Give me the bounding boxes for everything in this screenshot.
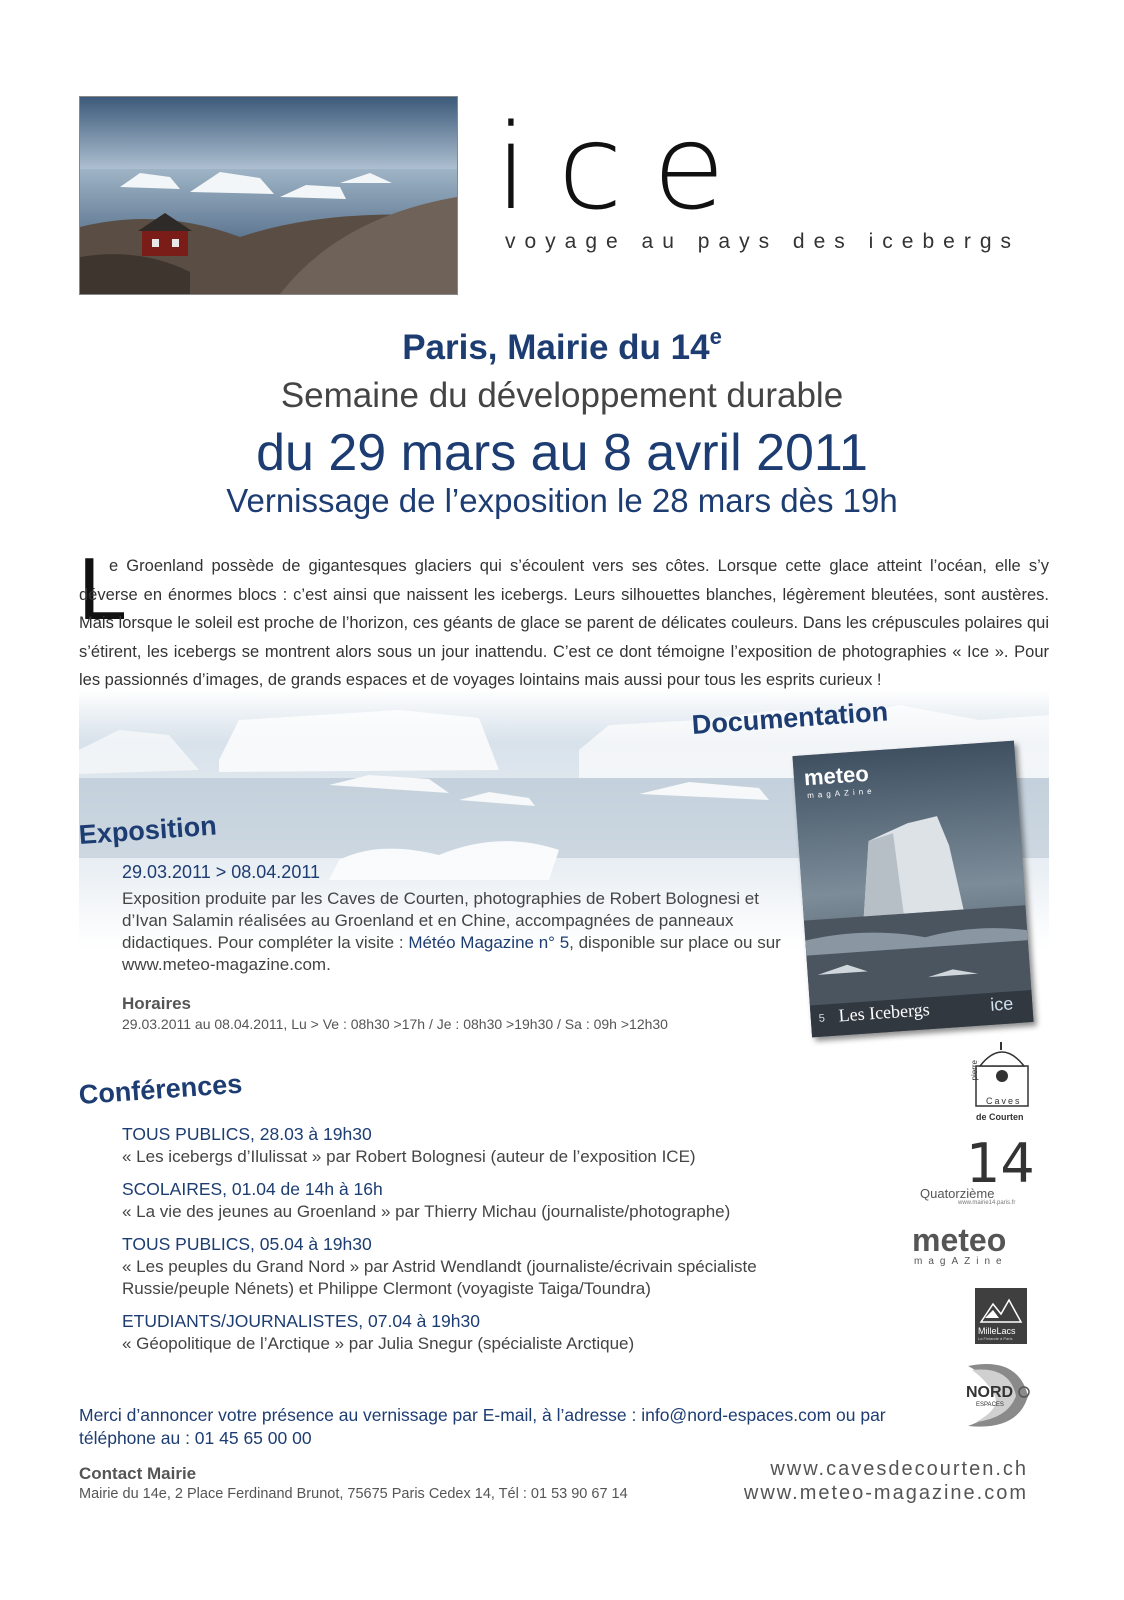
- documentation-heading: Documentation: [690, 696, 889, 741]
- rsvp-text: Merci d’annoncer votre présence au vernissage par E-mail, à l’adresse : info@nord-espaces.com ou par téléphone au : 01 45 65 00 00: [79, 1405, 886, 1448]
- conference-title: TOUS PUBLICS, 28.03 à 19h30: [122, 1124, 372, 1144]
- nord-sub: ESPACES: [976, 1402, 1004, 1408]
- quatorze-label: Quatorzième: [920, 1186, 995, 1201]
- meteo-logo-sub: magAZine: [914, 1256, 1008, 1267]
- cover-number: 5: [818, 1012, 826, 1025]
- cover-title: Les Icebergs: [837, 999, 931, 1026]
- millelacs-sub: La Finlande à Paris: [978, 1336, 1013, 1341]
- contact-address: Mairie du 14e, 2 Place Ferdinand Brunot, 75675 Paris Cedex 14, Tél : 01 53 90 67 14: [79, 1486, 628, 1502]
- hours-text: 29.03.2011 au 08.04.2011, Lu > Ve : 08h30 >17h / Je : 08h30 >19h30 / Sa : 09h >12h30: [122, 1016, 668, 1032]
- hours-heading: Horaires: [122, 994, 191, 1013]
- conferences-heading: Conférences: [77, 1068, 244, 1111]
- conference-description: « Géopolitique de l’Arctique » par Julia Snegur (spécialiste Arctique): [122, 1334, 635, 1353]
- cover-brand: meteo: [803, 760, 870, 791]
- magazine-link[interactable]: Météo Magazine n° 5: [408, 933, 570, 952]
- meteo-magazine-logo: [912, 1222, 1032, 1272]
- vernissage-info: Vernissage de l’exposition le 28 mars dès 19h: [226, 482, 898, 519]
- quatorze-number: 14: [966, 1132, 1035, 1195]
- exposition-description: Exposition produite par les Caves de Courten, photographies de Robert Bolognesi et d’Ivan Salamin réalisées au Groenland et en Chine, accompagnées de panneaux didactiques. Pour compléter la visite : Météo Magazine n° 5, disponible sur place ou sur www.meteo-magazine.com.: [122, 889, 781, 974]
- millelacs-logo: [975, 1288, 1027, 1344]
- cover-brand-sub: magAZine: [806, 786, 876, 801]
- exposition-heading: Exposition: [77, 810, 218, 851]
- event-week: Semaine du développement durable: [280, 376, 844, 415]
- caves-de-courten-logo: [970, 1040, 1032, 1130]
- caves-name: Caves: [986, 1096, 1022, 1106]
- nord-text: NORD: [966, 1384, 1014, 1401]
- intro-paragraph: [79, 552, 1049, 695]
- venue-heading: Paris, Mairie du 14e: [402, 324, 722, 367]
- conference-description: « Les icebergs d’Ilulissat » par Robert Bolognesi (auteur de l’exposition ICE): [122, 1147, 696, 1166]
- intro-text: e Groenland possède de gigantesques glaciers qui s’écoulent vers ses côtes. Lorsque cette glace atteint l’océan, elle s’y déverse en énormes blocs : c’est ainsi que naissent les icebergs. Leurs silhouettes blanches, légèrement bleutées, sont austères. Mais lorsque le soleil est proche de l’horizon, ces géants de glace se parent de délicates couleurs. Dans les crépuscules polaires qui s’étirent, les icebergs se montrent alors sous un jour inattendu. C’est ce dont témoigne l’exposition de photographies « Ice ». Pour les passionnés d’images, de grands espaces et de voyages lointains mais aussi pour tous les esprits curieux !: [79, 557, 1049, 689]
- quatorzieme-logo: [918, 1132, 1035, 1210]
- conference-title: ETUDIANTS/JOURNALISTES, 07.04 à 19h30: [122, 1311, 480, 1331]
- caves-side-text: pierre: [970, 1060, 979, 1081]
- cover-ice: ice: [989, 993, 1014, 1015]
- conference-description: « Les peuples du Grand Nord » par Astrid Wendlandt (journaliste/écrivain spécialiste Russie/peuple Nénets) et Philippe Clermont (voyagiste Taiga/Toundra): [122, 1257, 757, 1298]
- millelacs-text: MilleLacs: [978, 1326, 1016, 1336]
- conference-description: « La vie des jeunes au Groenland » par Thierry Michau (journaliste/photographe): [122, 1202, 731, 1221]
- caves-sub: de Courten: [976, 1112, 1024, 1122]
- meteo-logo-text: meteo: [912, 1222, 1007, 1258]
- nord-espaces-logo: [958, 1356, 1038, 1436]
- meteo-url[interactable]: www.meteo-magazine.com: [743, 1482, 1028, 1504]
- contact-heading: Contact Mairie: [79, 1464, 197, 1483]
- caves-url[interactable]: www.cavesdecourten.ch: [770, 1458, 1028, 1480]
- exhibition-subtitle: voyage au pays des icebergs: [505, 230, 1021, 253]
- quatorze-url: www.mairie14.paris.fr: [958, 1200, 1016, 1206]
- hero-photo: [79, 96, 458, 295]
- event-dates: du 29 mars au 8 avril 2011: [256, 424, 868, 482]
- magazine-cover[interactable]: [792, 741, 1033, 1038]
- exposition-dates: 29.03.2011 > 08.04.2011: [122, 862, 321, 882]
- conference-title: SCOLAIRES, 01.04 de 14h à 16h: [122, 1179, 383, 1199]
- conference-title: TOUS PUBLICS, 05.04 à 19h30: [122, 1234, 372, 1254]
- exhibition-title: ice: [495, 98, 756, 236]
- drop-cap: L: [78, 539, 127, 638]
